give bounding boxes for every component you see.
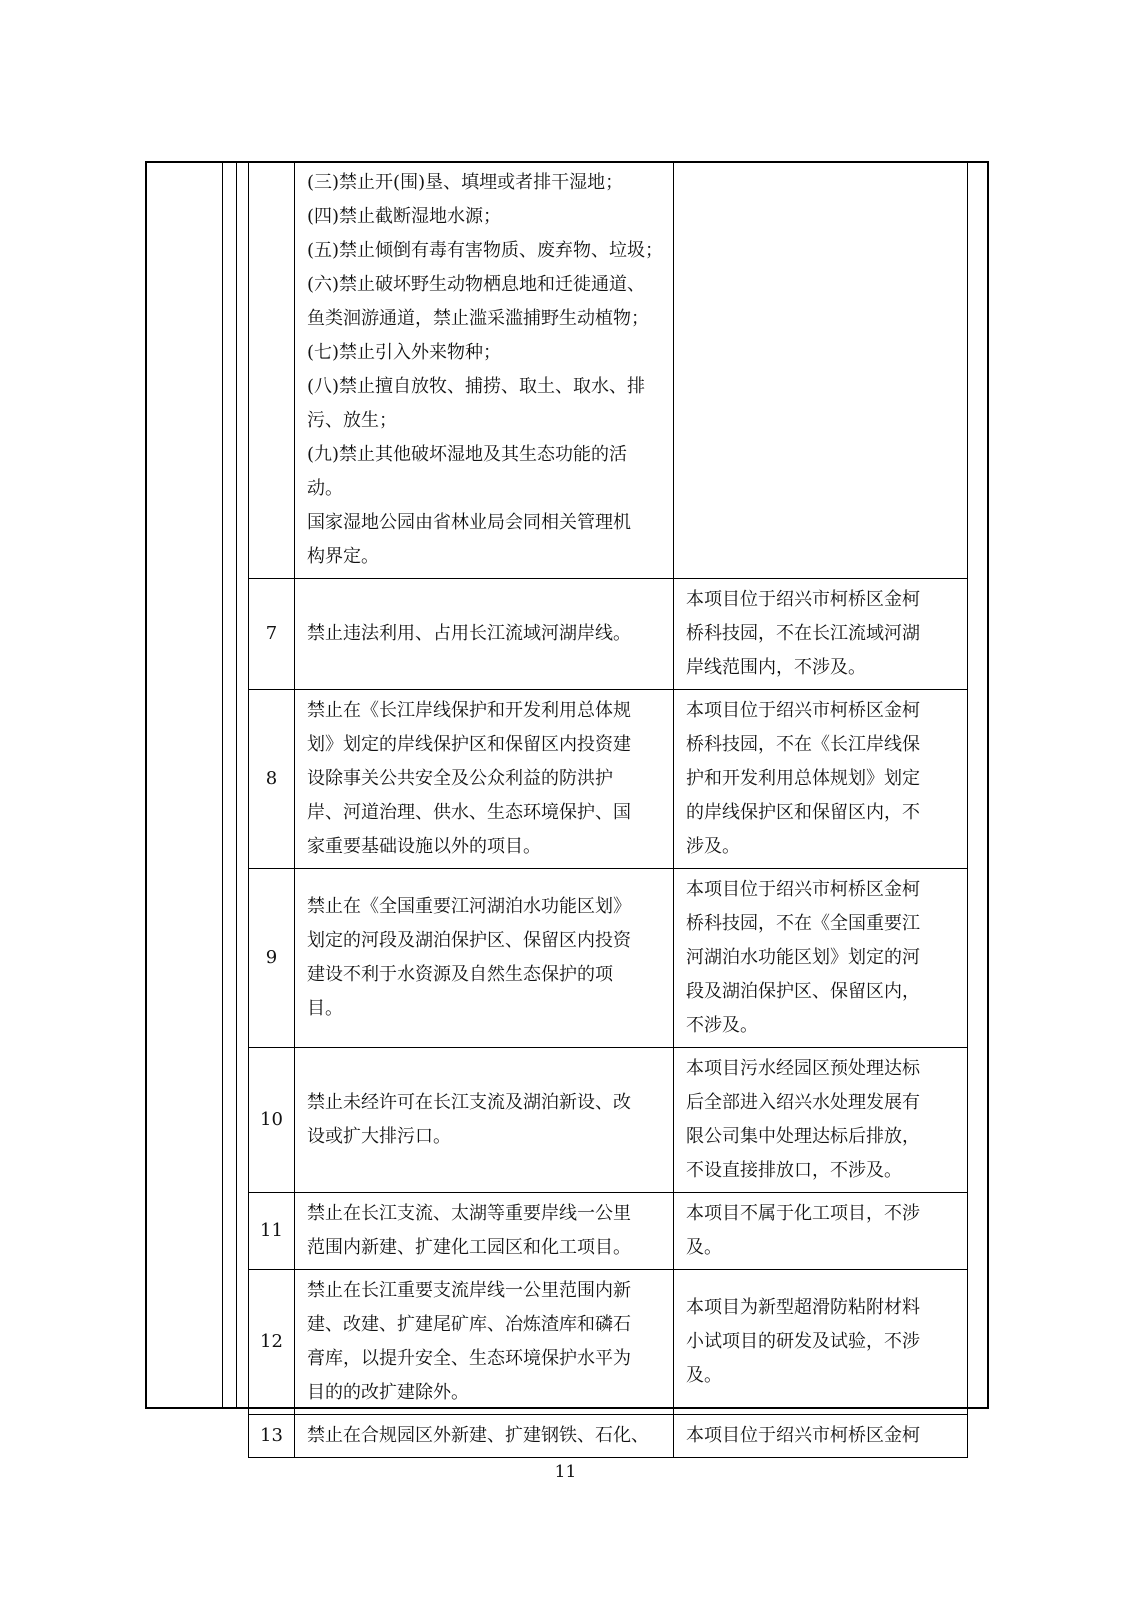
text-line: 本项目位于绍兴市柯桥区金柯: [686, 589, 920, 610]
requirement-cell: [295, 579, 674, 690]
text-line: 桥科技园，不在《全国重要江: [686, 913, 920, 934]
text-line: 污、放生；: [307, 410, 397, 431]
text-line: 目的的改扩建除外。: [307, 1382, 469, 1403]
text-line: 鱼类洄游通道，禁止滥采滥捕野生动植物；: [307, 308, 649, 329]
text-line: 禁止在长江重要支流岸线一公里范围内新: [307, 1280, 631, 1301]
text-line: 本项目位于绍兴市柯桥区金柯: [686, 879, 920, 900]
text-line: 涉及。: [686, 836, 740, 857]
response-cell: [674, 162, 968, 579]
text-line: 建、改建、扩建尾矿库、冶炼渣库和磷石: [307, 1314, 631, 1335]
table-row: [249, 869, 968, 1048]
text-line: 划》划定的岸线保护区和保留区内投资建: [307, 734, 631, 755]
text-line: 本项目不属于化工项目，不涉: [686, 1203, 920, 1224]
requirement-cell: [295, 1193, 674, 1270]
text-line: 限公司集中处理达标后排放，: [686, 1126, 920, 1147]
text-line: 桥科技园，不在长江流域河湖: [686, 623, 920, 644]
text-line: 设或扩大排污口。: [307, 1126, 451, 1147]
response-cell: [674, 1193, 968, 1270]
response-cell: [674, 1048, 968, 1193]
text-line: (九)禁止其他破坏湿地及其生态功能的活: [307, 444, 628, 465]
text-line: 国家湿地公园由省林业局会同相关管理机: [307, 512, 631, 533]
requirement-cell: [295, 869, 674, 1048]
text-line: 禁止在合规园区外新建、扩建钢铁、石化、: [307, 1425, 649, 1446]
table-row: [249, 690, 968, 869]
text-line: 设除事关公共安全及公众利益的防洪护: [307, 768, 613, 789]
text-line: 及。: [686, 1365, 722, 1386]
row-number: 11: [249, 1193, 295, 1270]
text-line: 桥科技园，不在《长江岸线保: [686, 734, 920, 755]
requirement-cell: [295, 1415, 674, 1458]
row-number: 9: [249, 869, 295, 1048]
text-line: 范围内新建、扩建化工园区和化工项目。: [307, 1237, 631, 1258]
table-row: [249, 579, 968, 690]
text-line: 家重要基础设施以外的项目。: [307, 836, 541, 857]
requirement-cell: [295, 690, 674, 869]
text-line: 本项目为新型超滑防粘附材料: [686, 1297, 920, 1318]
text-line: 不涉及。: [686, 1015, 758, 1036]
text-line: 的岸线保护区和保留区内，不: [686, 802, 920, 823]
column-divider: [236, 161, 237, 1409]
text-line: 动。: [307, 478, 343, 499]
row-number: 12: [249, 1270, 295, 1415]
table-row: [249, 162, 968, 579]
page-number: 11: [554, 1462, 577, 1482]
text-line: 岸、河道治理、供水、生态环境保护、国: [307, 802, 631, 823]
text-line: 小试项目的研发及试验，不涉: [686, 1331, 920, 1352]
text-line: 目。: [307, 998, 343, 1019]
text-line: (六)禁止破坏野生动物栖息地和迁徙通道、: [307, 274, 646, 295]
text-line: 膏库，以提升安全、生态环境保护水平为: [307, 1348, 631, 1369]
text-line: 河湖泊水功能区划》划定的河: [686, 947, 920, 968]
text-line: 后全部进入绍兴水处理发展有: [686, 1092, 920, 1113]
text-line: 禁止在长江支流、太湖等重要岸线一公里: [307, 1203, 631, 1224]
text-line: (三)禁止开(围)垦、填埋或者排干湿地；: [307, 172, 624, 193]
requirements-table: [248, 161, 968, 1458]
row-number: 8: [249, 690, 295, 869]
text-line: 段及湖泊保护区、保留区内，: [686, 981, 920, 1002]
text-line: 护和开发利用总体规划》划定: [686, 768, 920, 789]
requirement-cell: [295, 1270, 674, 1415]
column-divider: [222, 161, 223, 1409]
table-row: [249, 1048, 968, 1193]
table-body: [249, 162, 968, 1458]
text-line: 不设直接排放口，不涉及。: [686, 1160, 902, 1181]
response-cell: [674, 690, 968, 869]
text-line: 禁止违法利用、占用长江流域河湖岸线。: [307, 623, 631, 644]
text-line: 本项目污水经园区预处理达标: [686, 1058, 920, 1079]
text-line: 禁止未经许可在长江支流及湖泊新设、改: [307, 1092, 631, 1113]
text-line: (四)禁止截断湿地水源；: [307, 206, 502, 227]
text-line: 划定的河段及湖泊保护区、保留区内投资: [307, 930, 631, 951]
text-line: 本项目位于绍兴市柯桥区金柯: [686, 1425, 920, 1446]
response-cell: [674, 1270, 968, 1415]
text-line: 禁止在《全国重要江河湖泊水功能区划》: [307, 896, 631, 917]
text-line: (八)禁止擅自放牧、捕捞、取土、取水、排: [307, 376, 646, 397]
row-number: [249, 162, 295, 579]
text-line: 岸线范围内，不涉及。: [686, 657, 866, 678]
table-row: [249, 1193, 968, 1270]
table-row: [249, 1415, 968, 1458]
text-line: 建设不利于水资源及自然生态保护的项: [307, 964, 613, 985]
response-cell: [674, 1415, 968, 1458]
row-number: 13: [249, 1415, 295, 1458]
text-line: 及。: [686, 1237, 722, 1258]
requirement-cell: [295, 1048, 674, 1193]
row-number: 10: [249, 1048, 295, 1193]
row-number: 7: [249, 579, 295, 690]
response-cell: [674, 579, 968, 690]
text-line: 构界定。: [307, 546, 379, 567]
requirement-cell: [295, 162, 674, 579]
table-row: [249, 1270, 968, 1415]
text-line: (五)禁止倾倒有毒有害物质、废弃物、垃圾；: [307, 240, 664, 261]
text-line: 本项目位于绍兴市柯桥区金柯: [686, 700, 920, 721]
response-cell: [674, 869, 968, 1048]
text-line: 禁止在《长江岸线保护和开发利用总体规: [307, 700, 631, 721]
text-line: (七)禁止引入外来物种；: [307, 342, 502, 363]
